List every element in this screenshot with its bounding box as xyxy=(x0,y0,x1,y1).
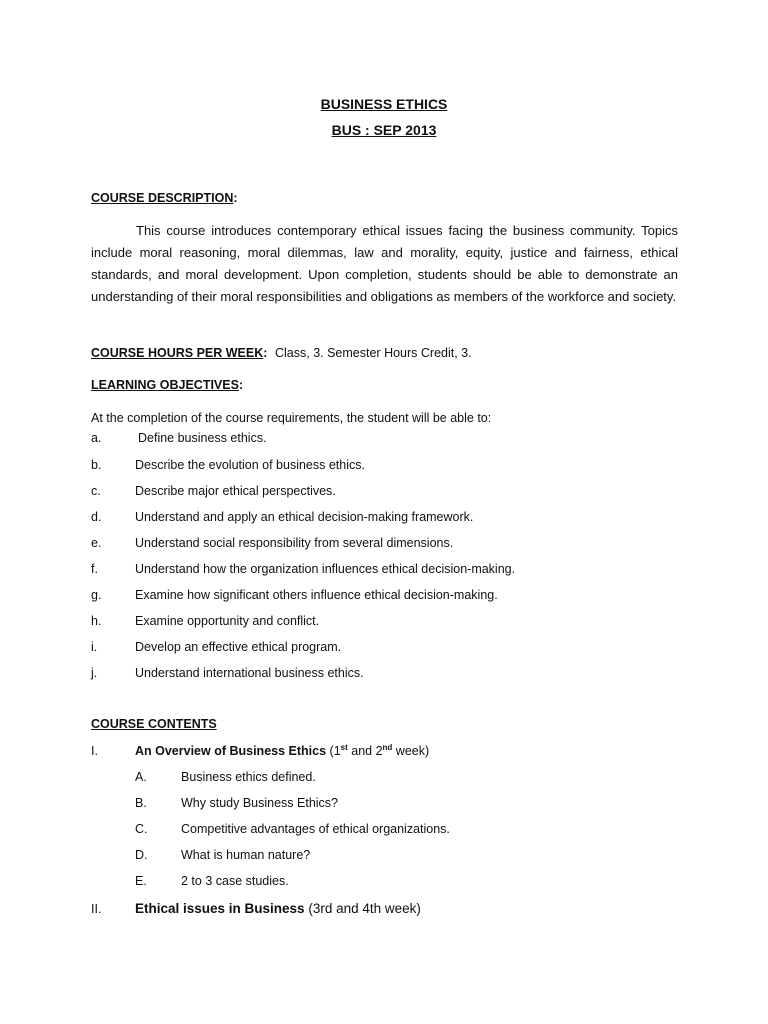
topic-label: E. xyxy=(135,874,147,888)
course-contents-heading xyxy=(91,717,217,731)
learning-objectives-colon: : xyxy=(238,378,244,392)
section-title: Ethical issues in Business xyxy=(135,901,305,916)
topic-label: A. xyxy=(135,770,147,784)
section-schedule-close: week) xyxy=(392,744,430,758)
objective-label: e. xyxy=(91,536,102,550)
course-hours-heading xyxy=(91,346,267,360)
objective-label: i. xyxy=(91,640,98,654)
section-label: II. xyxy=(91,902,102,916)
objective-text: Develop an effective ethical program. xyxy=(135,640,342,654)
course-description-colon: : xyxy=(233,191,238,205)
topic-label: D. xyxy=(135,848,148,862)
objective-text: Understand how the organization influences ethical decision-making. xyxy=(135,562,516,576)
document-title: BUSINESS ETHICS xyxy=(320,96,448,112)
learning-objectives-intro: At the completion of the course requirements, the student will be able to: xyxy=(91,411,492,425)
section-label: I. xyxy=(91,744,98,758)
course-hours-heading-text: COURSE HOURS PER WEEK xyxy=(91,346,264,360)
objective-label: f. xyxy=(91,562,98,576)
objective-text: Examine opportunity and conflict. xyxy=(135,614,320,628)
topic-text: What is human nature? xyxy=(181,848,311,862)
objective-label: a. xyxy=(91,431,102,445)
course-hours-value: Class, 3. Semester Hours Credit, 3. xyxy=(275,346,472,360)
section-schedule-sup2: nd xyxy=(382,742,393,752)
course-description-heading-text: COURSE DESCRIPTION xyxy=(91,191,234,205)
objective-label: j. xyxy=(91,666,98,680)
learning-objectives-heading xyxy=(91,378,243,392)
section-heading xyxy=(135,744,429,758)
course-description-heading xyxy=(91,191,238,205)
section-schedule: (3rd and 4th week) xyxy=(308,901,421,916)
topic-text: Business ethics defined. xyxy=(181,770,316,784)
section-schedule-open: (1 xyxy=(329,744,341,758)
section-title: An Overview of Business Ethics xyxy=(135,744,327,758)
topic-text: Why study Business Ethics? xyxy=(181,796,339,810)
objective-label: b. xyxy=(91,458,102,472)
topic-label: C. xyxy=(135,822,148,836)
objective-label: d. xyxy=(91,510,102,524)
section-schedule-mid: and 2 xyxy=(347,744,383,758)
course-contents-heading-text: COURSE CONTENTS xyxy=(91,717,217,731)
objective-text: Describe major ethical perspectives. xyxy=(135,484,336,498)
topic-text: Competitive advantages of ethical organizations. xyxy=(181,822,450,836)
objective-text: Understand and apply an ethical decision-making framework. xyxy=(135,510,474,524)
objective-text: Define business ethics. xyxy=(138,431,267,445)
objective-text: Describe the evolution of business ethics. xyxy=(135,458,365,472)
document-subtitle: BUS : SEP 2013 xyxy=(331,122,437,138)
objective-label: h. xyxy=(91,614,102,628)
learning-objectives-heading-text: LEARNING OBJECTIVES xyxy=(91,378,239,392)
section-schedule-sup1: st xyxy=(340,742,348,752)
course-hours-colon: : xyxy=(263,346,268,360)
topic-label: B. xyxy=(135,796,147,810)
objective-text: Understand international business ethics. xyxy=(135,666,364,680)
section-heading xyxy=(135,901,421,916)
objective-text: Understand social responsibility from several dimensions. xyxy=(135,536,454,550)
objective-text: Examine how significant others influence ethical decision-making. xyxy=(135,588,498,602)
objective-label: g. xyxy=(91,588,102,602)
course-description-text: This course introduces contemporary ethical issues facing the business community. Topics include moral reasoning, moral dilemmas, law and morality, equity, justice and fairness, ethical standards, and moral development. Upon completion, students should be able to demonstrate an understanding of their moral responsibilities and obligations as members of the workforce and society. xyxy=(91,223,678,304)
topic-text: 2 to 3 case studies. xyxy=(181,874,289,888)
objective-label: c. xyxy=(91,484,101,498)
